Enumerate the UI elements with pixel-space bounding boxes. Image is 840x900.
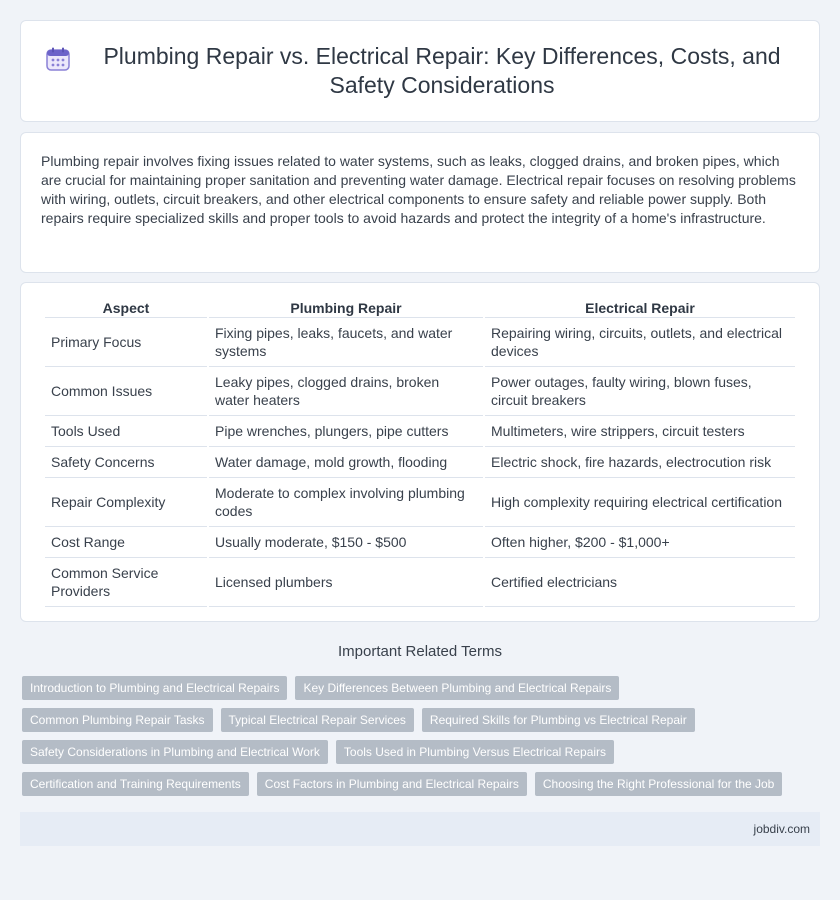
related-term-tag[interactable]: Typical Electrical Repair Services [221,708,414,732]
table-cell-plumbing: Fixing pipes, leaks, faucets, and water systems [209,318,483,367]
related-terms-list [22,676,818,804]
comparison-card [20,282,820,622]
related-term-tag[interactable]: Common Plumbing Repair Tasks [22,708,213,732]
related-term-tag[interactable]: Cost Factors in Plumbing and Electrical Repairs [257,772,527,796]
table-cell-plumbing: Licensed plumbers [209,558,483,607]
related-term-tag[interactable]: Key Differences Between Plumbing and Electrical Repairs [295,676,619,700]
table-cell-electrical: Repairing wiring, circuits, outlets, and electrical devices [485,318,795,367]
related-term-tag[interactable]: Certification and Training Requirements [22,772,249,796]
footer [20,812,820,846]
table-cell-plumbing: Usually moderate, $150 - $500 [209,527,483,558]
comparison-table [43,293,797,607]
table-row [45,478,795,527]
related-term-tag[interactable]: Required Skills for Plumbing vs Electrical Repair [422,708,695,732]
table-cell-aspect: Safety Concerns [45,447,207,478]
column-header-plumbing: Plumbing Repair [209,293,483,318]
table-row [45,367,795,416]
table-row [45,416,795,447]
column-header-electrical: Electrical Repair [485,293,795,318]
table-cell-plumbing: Leaky pipes, clogged drains, broken water heaters [209,367,483,416]
calendar-icon [45,46,71,72]
related-term-tag[interactable]: Choosing the Right Professional for the Job [535,772,782,796]
table-header-row [45,293,795,318]
related-term-tag[interactable]: Safety Considerations in Plumbing and Electrical Work [22,740,328,764]
table-row [45,558,795,607]
table-cell-aspect: Primary Focus [45,318,207,367]
table-cell-plumbing: Water damage, mold growth, flooding [209,447,483,478]
table-cell-electrical: Electric shock, fire hazards, electrocution risk [485,447,795,478]
table-cell-plumbing: Pipe wrenches, plungers, pipe cutters [209,416,483,447]
table-cell-aspect: Common Service Providers [45,558,207,607]
table-cell-aspect: Tools Used [45,416,207,447]
table-row [45,447,795,478]
table-row [45,527,795,558]
page-title: Plumbing Repair vs. Electrical Repair: Key Differences, Costs, and Safety Considerations [103,43,781,98]
table-cell-electrical: Multimeters, wire strippers, circuit testers [485,416,795,447]
page-header [20,20,820,122]
table-cell-aspect: Common Issues [45,367,207,416]
related-term-tag[interactable]: Introduction to Plumbing and Electrical Repairs [22,676,287,700]
intro-paragraph: Plumbing repair involves fixing issues related to water systems, such as leaks, clogged drains, and broken pipes, which are crucial for maintaining proper sanitation and preventing water damage. Electrical repair focuses on resolving problems with wiring, outlets, circuit breakers, and other electrical components to ensure safety and reliable power supply. Both repairs require specialized skills and proper tools to avoid hazards and protect the integrity of a home's infrastructure. [41,153,796,226]
intro-card [20,132,820,273]
footer-site-link[interactable]: jobdiv.com [753,822,810,836]
table-cell-plumbing: Moderate to complex involving plumbing codes [209,478,483,527]
related-terms-title: Important Related Terms [338,643,502,660]
column-header-aspect: Aspect [45,293,207,318]
table-cell-electrical: Often higher, $200 - $1,000+ [485,527,795,558]
table-row [45,318,795,367]
table-cell-electrical: Certified electricians [485,558,795,607]
table-cell-electrical: Power outages, faulty wiring, blown fuses, circuit breakers [485,367,795,416]
table-cell-aspect: Cost Range [45,527,207,558]
table-cell-electrical: High complexity requiring electrical certification [485,478,795,527]
table-cell-aspect: Repair Complexity [45,478,207,527]
related-term-tag[interactable]: Tools Used in Plumbing Versus Electrical Repairs [336,740,614,764]
